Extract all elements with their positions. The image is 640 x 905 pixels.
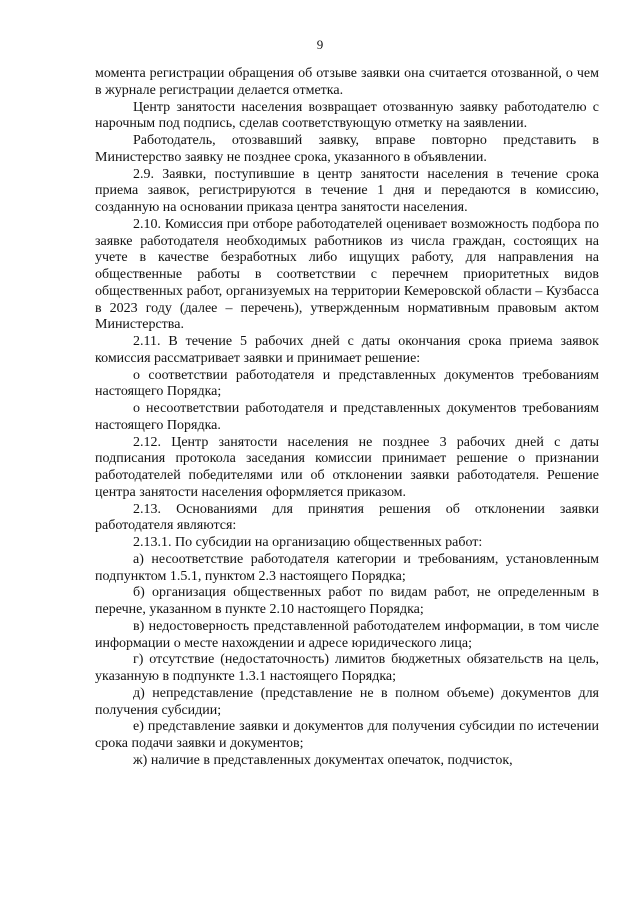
page-number: 9 xyxy=(316,37,324,52)
list-item-v: в) недостоверность представленной работодателем информации, в том числе информации о месте нахождении и адресе юридического лица; xyxy=(95,618,599,651)
paragraph-2-12: 2.12. Центр занятости населения не позднее 3 рабочих дней с даты подписания протокола заседания комиссии принимает решение о признании работодателей победителями или об отклонении заявки работодателя. Решение центра занятости населения оформляется приказом. xyxy=(95,434,599,500)
paragraph-continuation: момента регистрации обращения об отзыве заявки она считается отозванной, о чем в журнале регистрации делается отметка. xyxy=(95,66,599,98)
document-body xyxy=(95,66,599,770)
paragraph-decision-compliance: о соответствии работодателя и представленных документов требованиям настоящего Порядка; xyxy=(95,367,599,400)
list-item-d: д) непредставление (представление не в полном объеме) документов для получения субсидии; xyxy=(95,685,599,718)
list-item-a: а) несоответствие работодателя категории и требованиям, установленным подпунктом 1.5.1, пунктом 2.3 настоящего Порядка; xyxy=(95,551,599,584)
paragraph-2-11: 2.11. В течение 5 рабочих дней с даты окончания срока приема заявок комиссия рассматривает заявки и принимает решение: xyxy=(95,334,599,366)
list-item-zh: ж) наличие в представленных документах опечаток, подчисток, xyxy=(133,752,513,768)
paragraph-center-returns-application: Центр занятости населения возвращает отозванную заявку работодателю с нарочным под подпись, сделав соответствующую отметку на заявлении. xyxy=(95,99,599,132)
list-item-b: б) организация общественных работ по видам работ, не определенным в перечне, указанном в пункте 2.10 настоящего Порядка; xyxy=(95,585,599,617)
paragraph-2-13-1: 2.13.1. По субсидии на организацию общественных работ: xyxy=(133,535,483,550)
paragraph-decision-noncompliance: о несоответствии работодателя и представленных документов требованиям настоящего Порядка. xyxy=(95,401,599,433)
paragraph-2-10: 2.10. Комиссия при отборе работодателей оценивает возможность подбора по заявке работодателя необходимых работников из числа граждан, состоящих на учете в качестве безработных либо ищущих работу, для направления на общественные работы в соответствии с перечнем приоритетных видов общественных работ, организуемых на территории Кемеровской области – Кузбасса в 2023 году (далее – перечень), утвержденным нормативным правовым актом Министерства. xyxy=(95,216,599,333)
paragraph-2-9: 2.9. Заявки, поступившие в центр занятости населения в течение срока приема заявок, регистрируются в течение 1 дня и передаются в комиссию, созданную на основании приказа центра занятости населения. xyxy=(95,166,599,215)
list-item-e: е) представление заявки и документов для получения субсидии по истечении срока подачи заявки и документов; xyxy=(95,719,599,751)
paragraph-employer-resubmit: Работодатель, отозвавший заявку, вправе повторно представить в Министерство заявку не позднее срока, указанного в объявлении. xyxy=(95,133,599,165)
list-item-g: г) отсутствие (недостаточность) лимитов бюджетных обязательств на цель, указанную в подпункте 1.3.1 настоящего Порядка; xyxy=(95,652,599,684)
paragraph-2-13: 2.13. Основаниями для принятия решения об отклонении заявки работодателя являются: xyxy=(95,501,599,534)
